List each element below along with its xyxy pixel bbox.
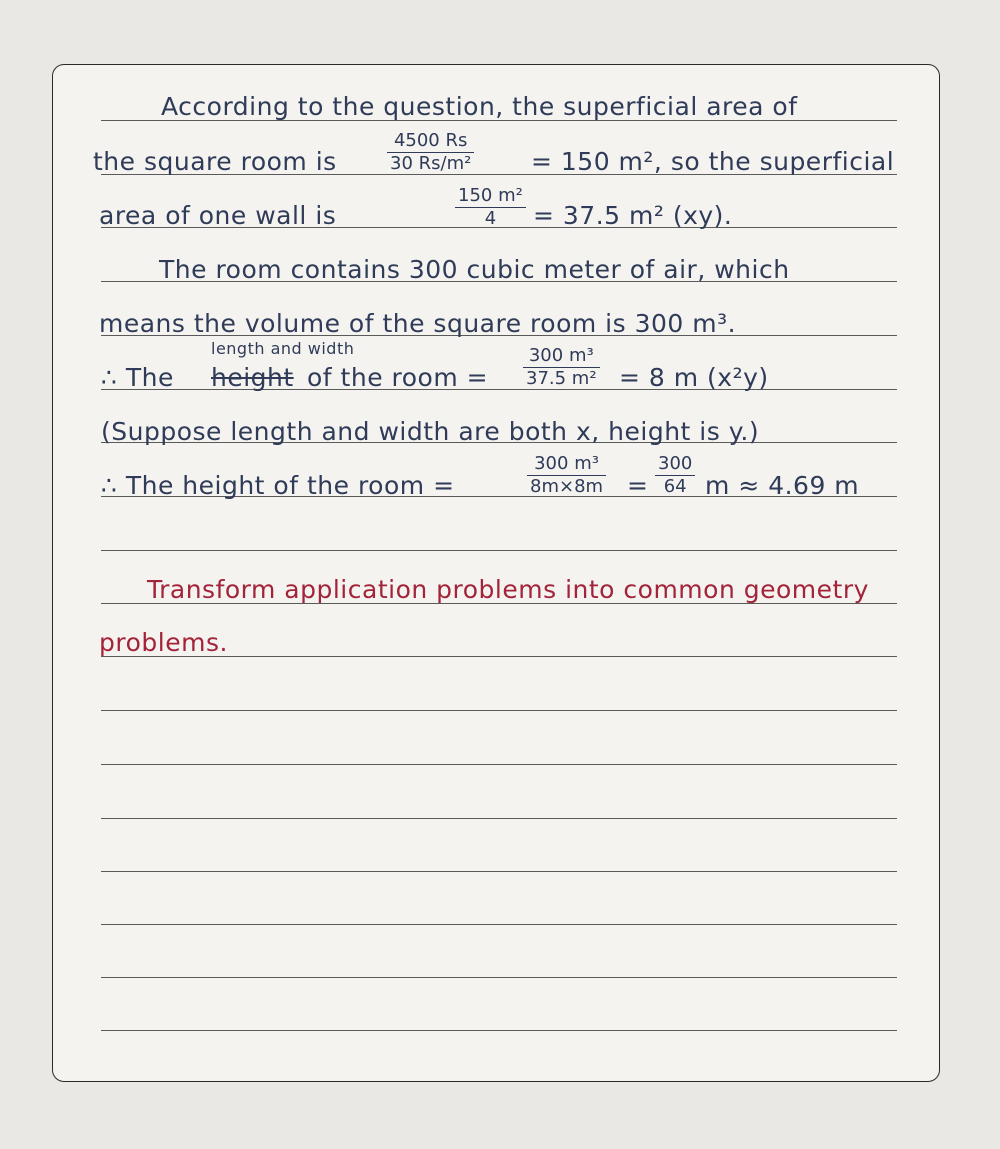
fraction-numerator: 300 m³ <box>534 453 599 474</box>
ruled-line <box>101 977 897 978</box>
ruled-line <box>101 818 897 819</box>
fraction-cost-over-rate <box>387 131 474 174</box>
text-line-7: (Suppose length and width are both x, height is y.) <box>101 417 760 446</box>
fraction-denominator: 64 <box>663 476 687 497</box>
text-line-3-end: = 37.5 m² (xy). <box>533 201 733 230</box>
ruled-line <box>101 924 897 925</box>
fraction-denominator: 30 Rs/m² <box>390 153 472 174</box>
red-note-line-2: problems. <box>99 628 228 657</box>
ruled-line <box>101 1030 897 1031</box>
fraction-denominator: 8m×8m <box>530 476 604 497</box>
fraction-numerator: 300 <box>658 453 693 474</box>
text-line-3-start: area of one wall is <box>99 201 337 230</box>
fraction-denominator: 37.5 m² <box>526 368 597 389</box>
fraction-simplified <box>655 454 695 497</box>
equals-sign: = <box>627 471 649 500</box>
text-line-4: The room contains 300 cubic meter of air, which <box>159 255 790 284</box>
text-line-6-start: ∴ The <box>101 363 174 392</box>
text-line-6-end: = 8 m (x²y) <box>619 363 769 392</box>
ruled-line <box>101 710 897 711</box>
notebook-page <box>52 64 940 1082</box>
ruled-line <box>101 871 897 872</box>
text-line-1: According to the question, the superficial area of <box>161 92 798 121</box>
text-line-8-end: m ≈ 4.69 m <box>705 471 860 500</box>
text-line-6-mid: of the room = <box>307 363 489 392</box>
red-note-line-1: Transform application problems into common geometry <box>147 575 869 604</box>
text-line-2-end: = 150 m², so the superficial <box>531 147 895 176</box>
ruled-line <box>101 550 897 551</box>
insertion-note: length and width <box>211 339 355 358</box>
fraction-volume-over-area <box>523 346 600 389</box>
text-line-5: means the volume of the square room is 300 m³. <box>99 309 737 338</box>
fraction-area-per-wall <box>455 186 526 229</box>
fraction-numerator: 4500 Rs <box>393 130 468 151</box>
fraction-denominator: 4 <box>484 208 497 229</box>
fraction-numerator: 300 m³ <box>528 345 594 366</box>
struck-word: height <box>211 363 294 392</box>
ruled-line <box>101 764 897 765</box>
fraction-volume-over-base <box>527 454 606 497</box>
text-line-2-start: the square room is <box>93 147 337 176</box>
text-line-8-start: ∴ The height of the room = <box>101 471 455 500</box>
fraction-numerator: 150 m² <box>458 185 523 206</box>
